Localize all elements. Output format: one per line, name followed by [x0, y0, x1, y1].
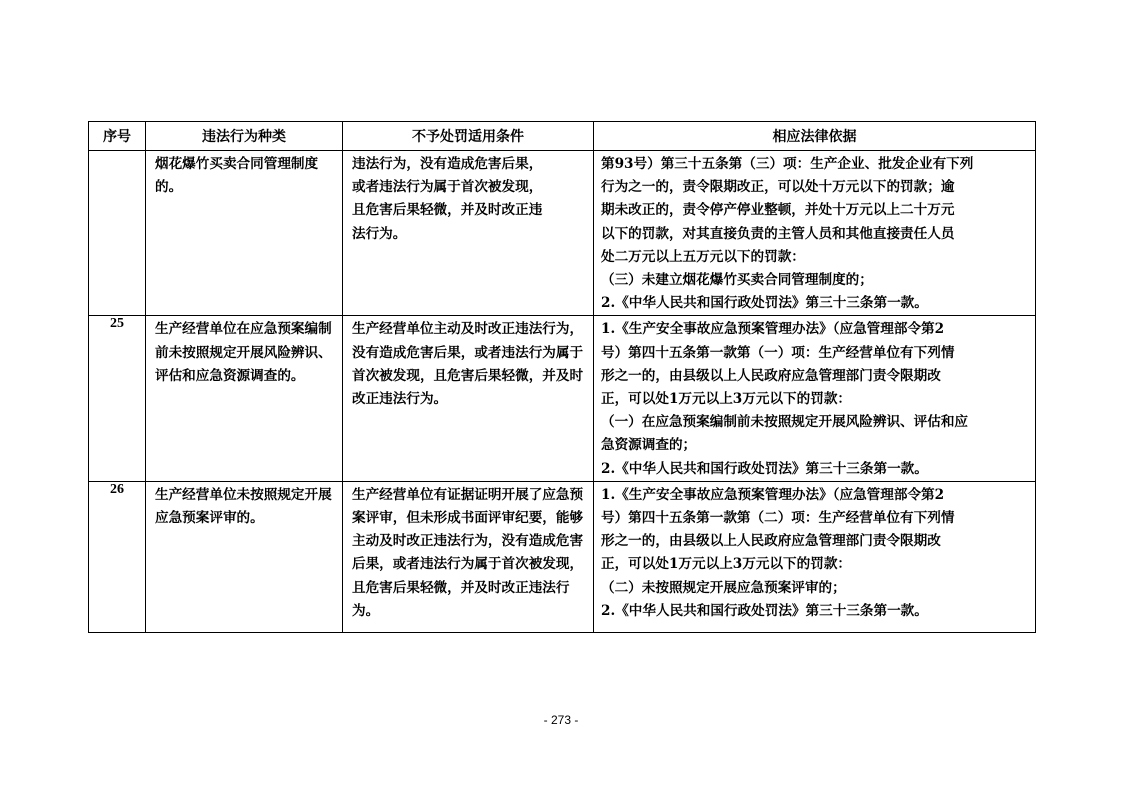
row-serial-number: 26	[89, 481, 146, 632]
row-legal-basis-cell	[594, 316, 1036, 481]
row-violation-type-cell	[146, 316, 343, 481]
row-exemption-condition-cell	[343, 151, 594, 316]
row-violation-type-cell	[146, 151, 343, 316]
page-number: - 273 -	[543, 713, 579, 727]
header-exemption-conditions: 不予处罚适用条件	[343, 122, 594, 151]
header-violation-type: 违法行为种类	[146, 122, 343, 151]
row-violation-type-cell	[146, 481, 343, 632]
row-legal-basis: 1.《生产安全事故应急预案管理办法》（应急管理部令第2 号）第四十五条第一款第（二）项：生产经营单位有下列情 形之一的，由县级以上人民政府应急管理部门责令限期改 正，可以处1万元以上3万元以下的罚款： （二）未按照规定开展应急预案评审的； 2.《中华人民共和国行政处罚法》第三十三条第一款。	[601, 486, 955, 619]
row-violation-type: 生产经营单位在应急预案编制前未按照规定开展风险辨识、评估和应急资源调查的。	[155, 321, 332, 384]
row-exemption-condition-cell	[343, 316, 594, 481]
row-violation-type: 生产经营单位未按照规定开展应急预案评审的。	[155, 486, 332, 527]
row-serial-number	[89, 151, 146, 316]
row-serial-number: 25	[89, 316, 146, 481]
row-exemption-condition: 生产经营单位主动及时改正违法行为，没有造成危害后果，或者违法行为属于首次被发现，且危害后果轻微，并及时改正违法行为。	[352, 321, 584, 408]
table-row	[89, 481, 1036, 632]
row-legal-basis-cell	[594, 481, 1036, 632]
table-header-row	[89, 122, 1036, 151]
row-violation-type: 烟花爆竹买卖合同管理制度的。	[155, 156, 319, 196]
row-legal-basis: 1.《生产安全事故应急预案管理办法》（应急管理部令第2 号）第四十五条第一款第（一）项：生产经营单位有下列情 形之一的，由县级以上人民政府应急管理部门责令限期改 正，可以处1万元以上3万元以下的罚款： （一）在应急预案编制前未按照规定开展风险辨识、评估和应 急资源调查的； 2.《中华人民共和国行政处罚法》第三十三条第一款。	[601, 321, 969, 477]
header-legal-basis: 相应法律依据	[594, 122, 1036, 151]
table-row	[89, 316, 1036, 481]
row-exemption-condition-cell	[343, 481, 594, 632]
row-legal-basis: 第93号）第三十五条第（三）项：生产企业、批发企业有下列 行为之一的，责令限期改正，可以处十万元以下的罚款；逾 期未改正的，责令停产停业整顿，并处十万元以上二十万元 以下的罚款，对其直接负责的主管人员和其他直接责任人员 处二万元以上五万元以下的罚款： （三）未建立烟花爆竹买卖合同管理制度的； 2.《中华人民共和国行政处罚法》第三十三条第一款。	[601, 156, 974, 312]
header-serial-number: 序号	[89, 122, 146, 151]
row-exemption-condition: 生产经营单位有证据证明开展了应急预案评审，但未形成书面评审纪要，能够主动及时改正违法行为，没有造成危害后果，或者违法行为属于首次被发现，且危害后果轻微，并及时改正违法行为。	[352, 486, 584, 619]
row-exemption-condition: 违法行为，没有造成危害后果， 或者违法行为属于首次被发现， 且危害后果轻微，并及时改正违 法行为。	[352, 156, 543, 242]
row-legal-basis-cell	[594, 151, 1036, 316]
penalty-exemption-table	[88, 121, 1036, 633]
table-row	[89, 151, 1036, 316]
